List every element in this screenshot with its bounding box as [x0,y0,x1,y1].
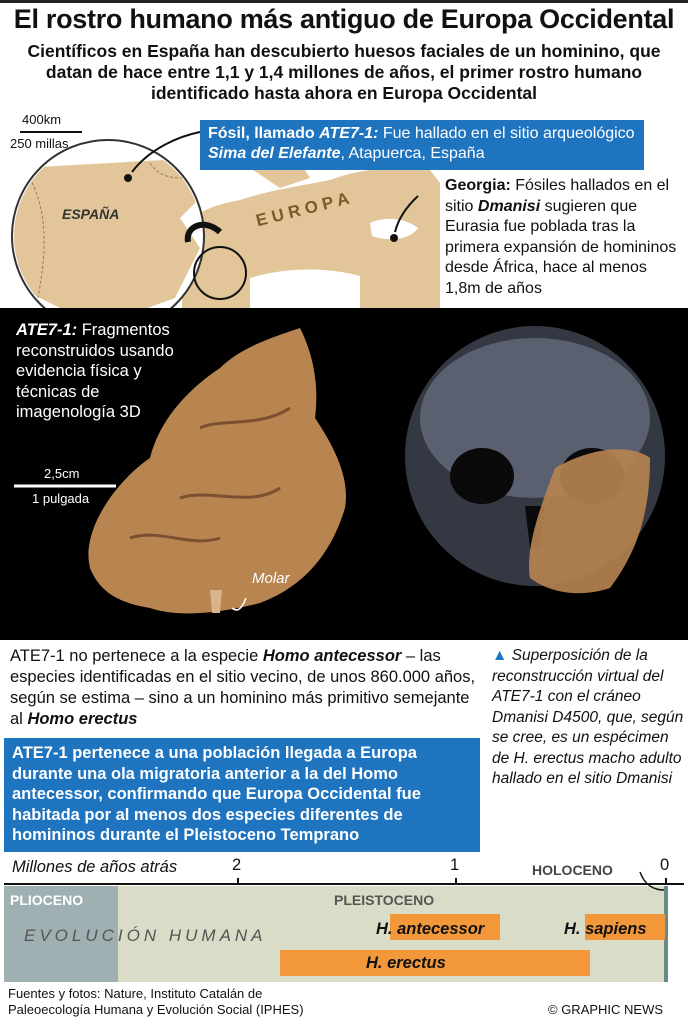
georgia-callout [445,176,685,299]
tick-label-0: 0 [660,856,670,874]
molar-label: Molar [252,570,290,587]
georgia-callout-site: Dmanisi [477,197,541,215]
holoceno-label: HOLOCENO [532,862,613,878]
atapuerca-location [124,174,132,182]
timeline-axis-title: Millones de años atrás [12,858,178,876]
credit: © GRAPHIC NEWS [548,1002,664,1017]
tick-label-1: 1 [450,856,460,874]
scale-miles: 250 millas [10,136,69,151]
spain-label: ESPAÑA [62,206,120,222]
body-p1-d: Homo erectus [27,710,138,728]
top-rule [0,0,688,3]
dmanisi-location [390,234,398,242]
highlight-box [4,738,480,852]
body-p1-c: – las especies identificadas en el sitio vecino, de unos 860.000 años, según se estima – sino a un hominino más primitivo semejante al [10,647,476,728]
side-caption [492,646,684,790]
iberia-land [5,158,210,308]
photo-caption [16,320,196,423]
scale-km: 400km [22,112,62,127]
mediterranean [250,270,360,309]
triangle-up-icon: ▲ [492,647,508,664]
plioceno-label: PLIOCENO [10,892,84,908]
h-sapiens-label: H. sapiens [564,920,647,938]
europe-label: E U R O P A [253,188,352,231]
fossil-callout-text1: Fue hallado en el sitio arqueológico [378,125,635,142]
map-area [0,108,688,308]
timeline [0,856,688,986]
photo-scale-cm: 2,5cm [44,466,80,481]
georgia-callout-text2: sugieren que Eurasia fue poblada tras la primera expansión de homininos desde África, hace al menos 1,8m de años [445,197,677,297]
fossil-callout-site: Sima del Elefante [208,145,341,162]
molar-tooth [210,590,222,613]
body-paragraph [10,646,480,730]
sources: Fuentes y fotos: Nature, Instituto Catalán de Paleoecología Humana y Evolución Social (IPHES) [8,986,304,1017]
evolution-label: EVOLUCIÓN HUMANA [24,926,267,945]
h-antecessor-label: H. antecessor [376,920,485,938]
pleistoceno-label: PLEISTOCENO [334,892,435,908]
tick-label-2: 2 [232,856,242,874]
page-subtitle: Científicos en España han descubierto huesos faciales de un hominino, que datan de hace entre 1,1 y 1,4 millones de años, el primer rostro humano identificado hasta ahora en Europa Occidental [27,41,661,103]
highlight-text: ATE7-1 pertenece a una población llegada a Europa durante una ola migratoria anterior a la del Homo antecessor, confirmando que Europa Occidental fue habitada por al menos dos especies diferentes de homininos durante el Pleistoceno Temprano [12,744,421,844]
georgia-callout-lead: Georgia: [445,177,511,194]
georgia-callout-text1: Fósiles hallados en el sitio [445,177,670,215]
left-eye-socket [450,448,514,504]
side-caption-text: Superposición de la reconstrucción virtual del ATE7-1 con el cráneo Dmanisi D4500, que, según se cree, es un espécimen de H. erectus macho adulto hallado en el sitio Dmanisi [492,647,684,787]
fossil-callout-name: ATE7-1: [319,125,379,142]
photo-scale-inch: 1 pulgada [32,491,90,506]
h-erectus-label: H. erectus [366,954,446,972]
photo-caption-text: Fragmentos reconstruidos usando evidencia física y técnicas de imagenología 3D [16,321,174,421]
photo-caption-name: ATE7-1: [16,321,78,339]
page-title: El rostro humano más antiguo de Europa Occidental [13,4,675,34]
photo-panel [0,308,688,640]
fossil-callout-lead: Fósil, llamado [208,125,320,142]
body-p1-b: Homo antecessor [262,647,402,665]
fossil-callout [200,120,644,170]
fossil-callout-text2: , Atapuerca, España [340,145,485,162]
body-p1-a: ATE7-1 no pertenece a la especie [10,647,263,665]
